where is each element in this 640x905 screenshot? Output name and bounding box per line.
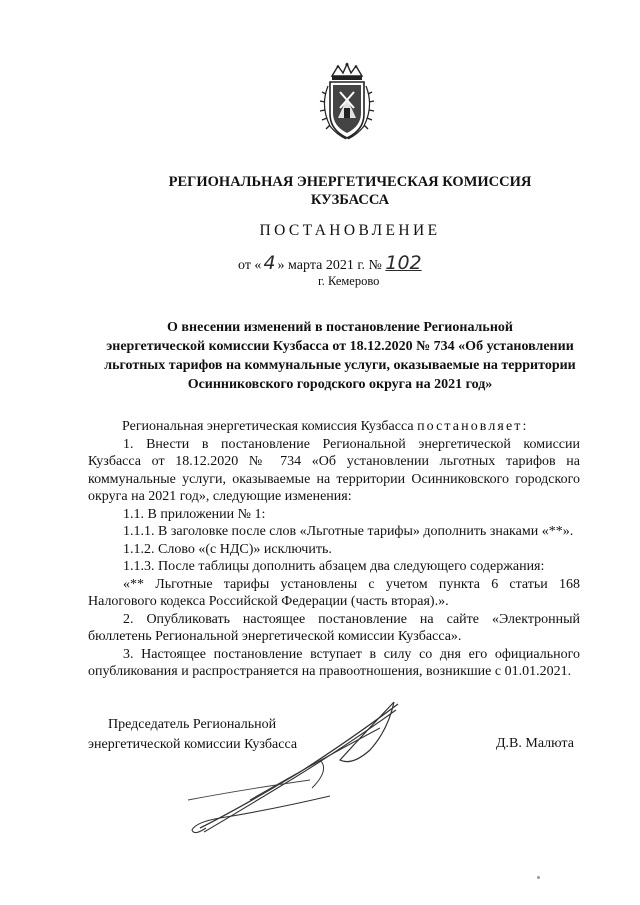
date-prefix: от « [238, 258, 262, 273]
intro-text: Региональная энергетическая комиссия Кузбасса [122, 419, 418, 434]
signer-name: Д.В. Малюта [496, 736, 574, 751]
paragraph-1-1-2: 1.1.2. Слово «(с НДС)» исключить. [123, 541, 332, 557]
organization-name-line-1: РЕГИОНАЛЬНАЯ ЭНЕРГЕТИЧЕСКАЯ КОМИССИЯ [168, 174, 532, 190]
paragraph-3: 3. Настоящее постановление вступает в силу со дня его официального опубликования и распространяется на правоотношения, возникшие с 01.01.2021. [88, 646, 580, 679]
document-city: г. Кемерово [318, 274, 380, 288]
paragraph-1-1-1: 1.1.1. В заголовке после слов «Льготные тарифы» дополнить знаками «**». [123, 524, 574, 539]
date-suffix: » марта 2021 г. № [277, 258, 382, 273]
subject-line-3: льготных тарифов на коммунальные услуги, оказываемые на территории [104, 358, 576, 373]
organization-name-line-2: КУЗБАССА [310, 192, 390, 208]
paragraph-1-1-3: 1.1.3. После таблицы дополнить абзацем два следующего содержания: [123, 559, 545, 574]
intro-paragraph [88, 418, 580, 436]
handwritten-day: 4 [263, 252, 276, 274]
coat-of-arms-emblem [318, 62, 376, 142]
intro-decision-word: постановляет: [417, 419, 529, 434]
signer-title-line-1: Председатель Региональной [108, 717, 277, 732]
handwritten-document-number: 102 [385, 252, 422, 274]
subject-line-4: Осинниковского городского округа на 2021 год» [187, 377, 493, 392]
paragraph-quote: «** Льготные тарифы установлены с учетом пункта 6 статьи 168 Налогового кодекса Российской Федерации (часть вторая).». [88, 576, 580, 609]
document-body [88, 418, 580, 681]
document-subject [90, 318, 590, 394]
document-date-line [238, 252, 422, 274]
signer-title-line-2: энергетической комиссии Кузбасса [88, 737, 298, 752]
subject-line-1: О внесении изменений в постановление Региональной [167, 320, 513, 335]
document-type-title: ПОСТАНОВЛЕНИЕ [259, 222, 441, 239]
subject-line-2: энергетической комиссии Кузбасса от 18.12.2020 № 734 «Об установлении [106, 339, 574, 354]
paragraph-1-1: 1.1. В приложении № 1: [123, 506, 266, 522]
paragraph-1: 1. Внести в постановление Региональной энергетической комиссии Кузбасса от 18.12.2020 № 734 «Об установлении льготных тарифов на коммунальные услуги, оказываемые на территории Осинниковского городского округа на 2021 год», следующие изменения: [88, 436, 580, 504]
handwritten-signature [180, 700, 420, 840]
page-dot-mark [537, 876, 540, 879]
paragraph-2: 2. Опубликовать настоящее постановление на сайте «Электронный бюллетень Региональной энергетической комиссии Кузбасса». [88, 611, 580, 644]
